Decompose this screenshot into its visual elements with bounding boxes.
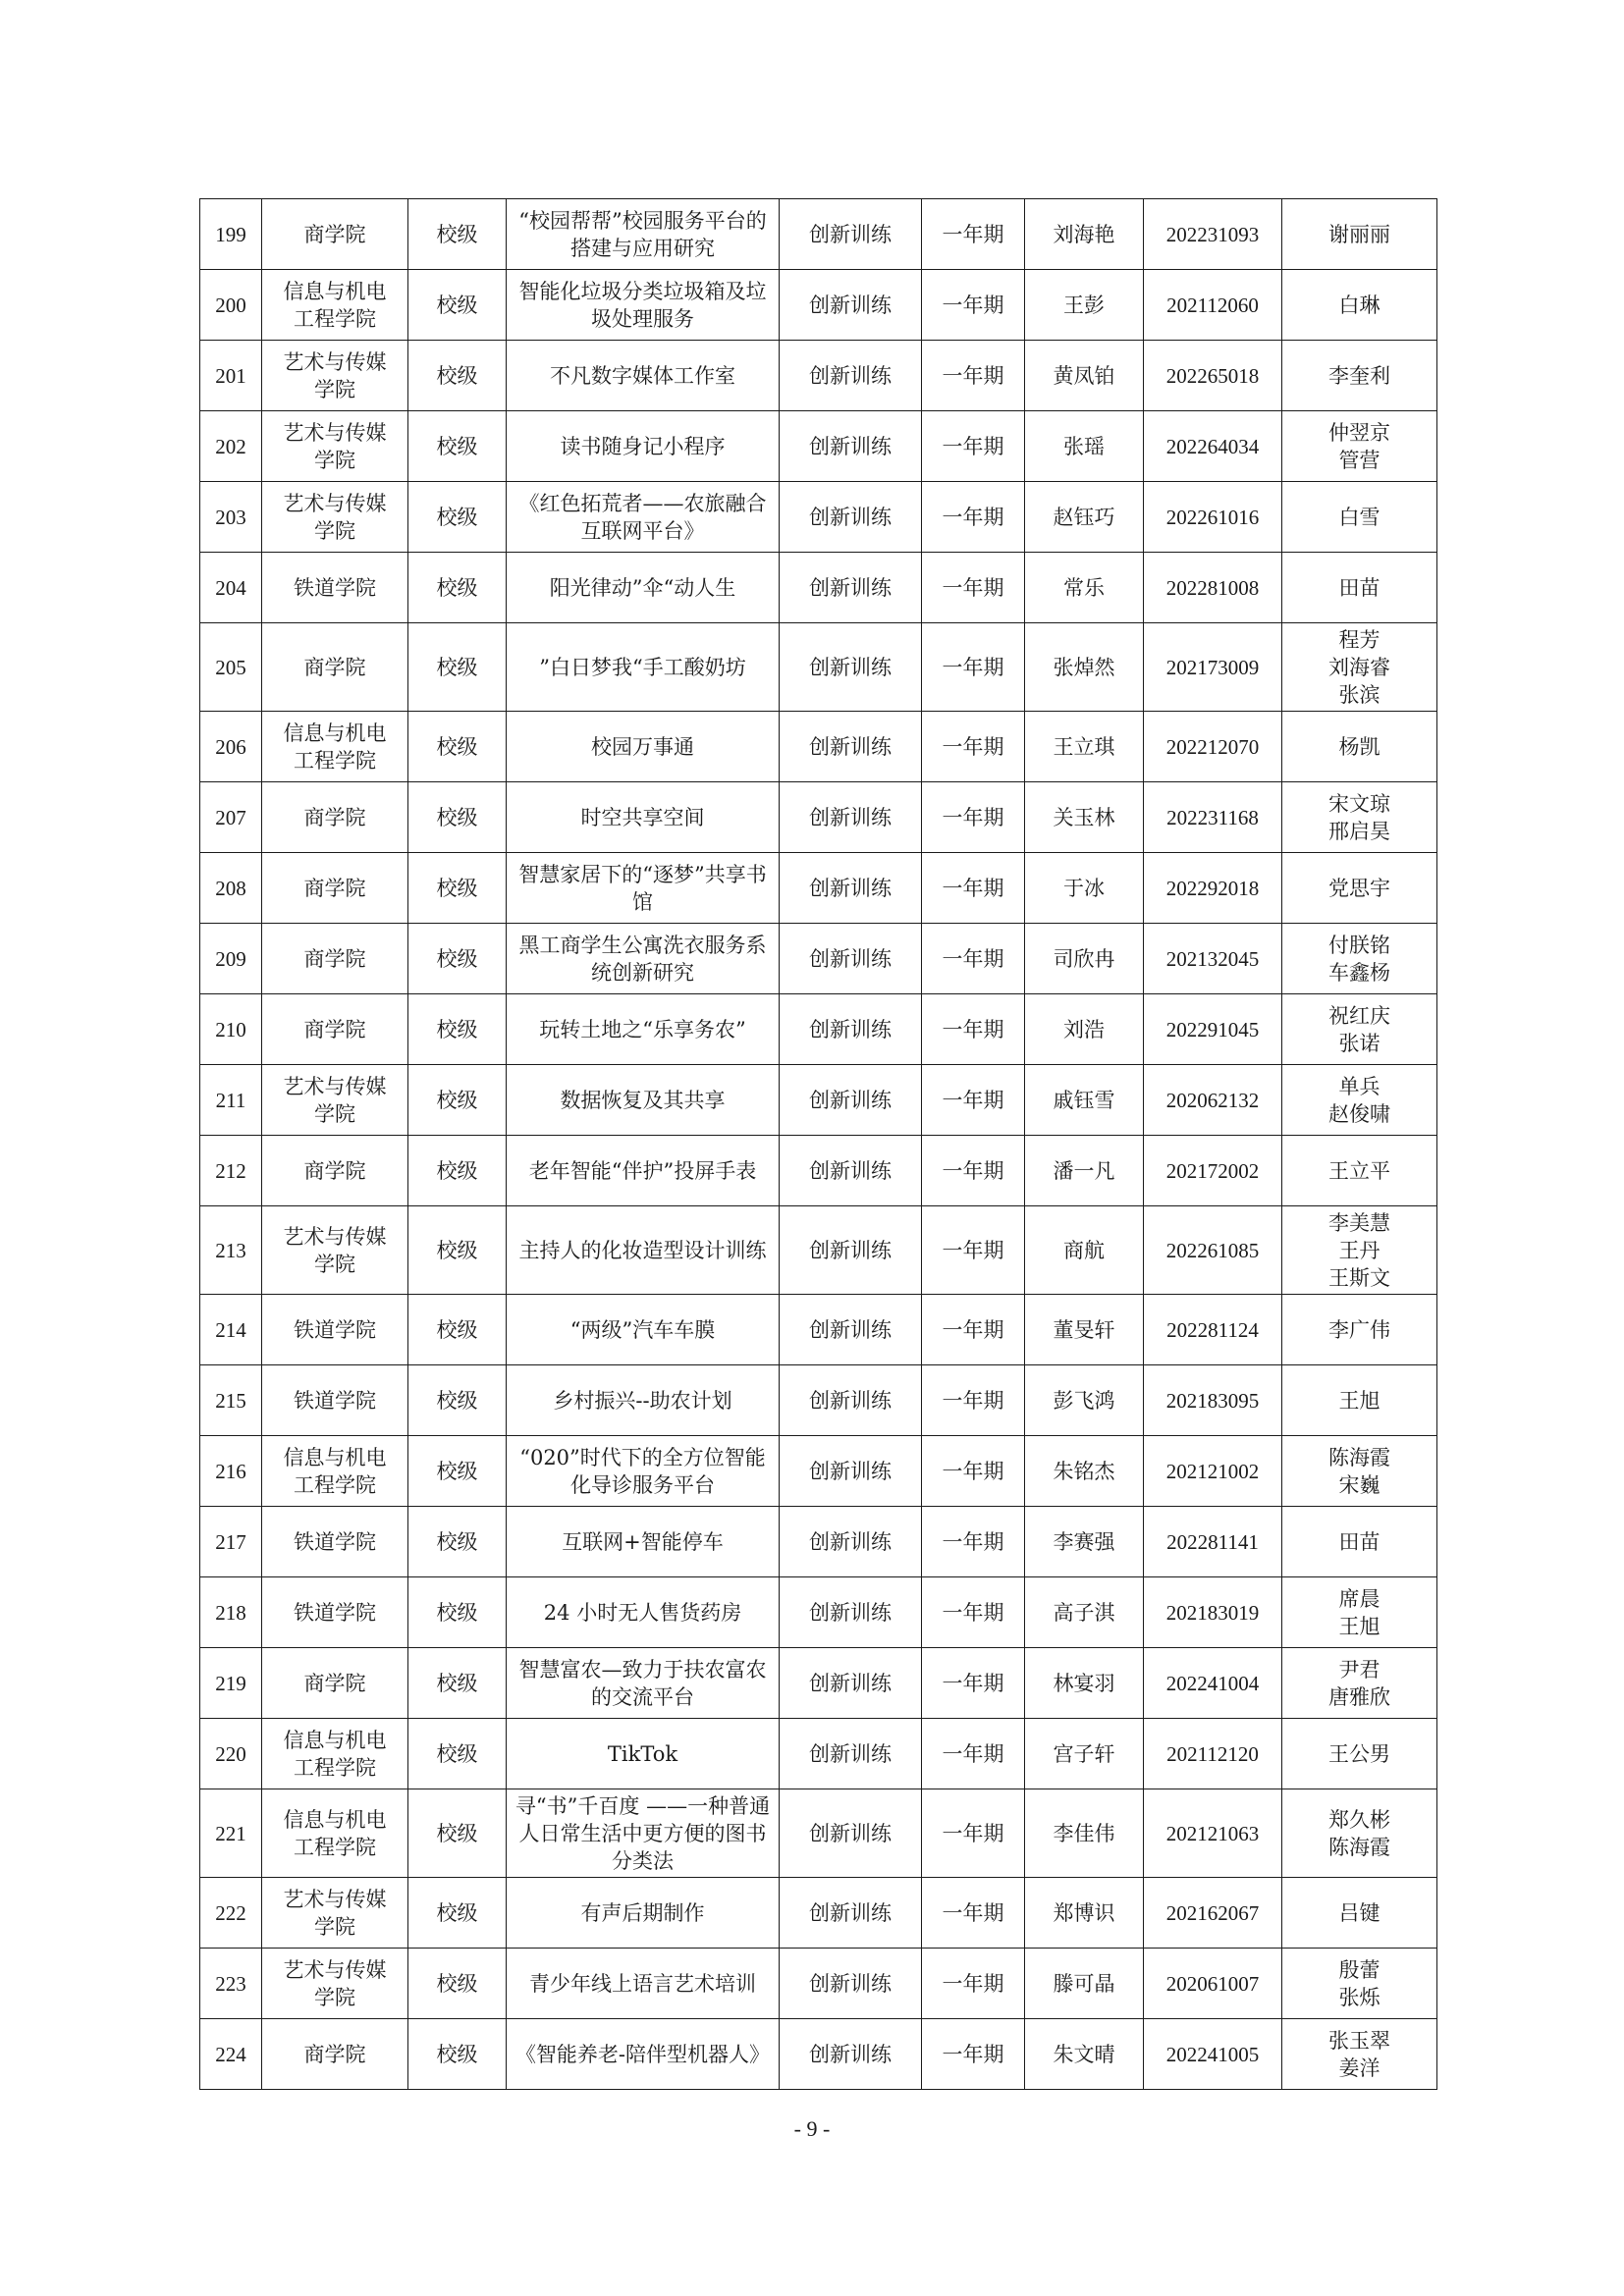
project-type-cell: 创新训练 xyxy=(780,1577,922,1648)
advisor-cell: 吕键 xyxy=(1282,1878,1437,1949)
period-cell: 一年期 xyxy=(922,411,1025,482)
advisor-cell: 张玉翠 姜洋 xyxy=(1282,2019,1437,2090)
project-name-cell: 《智能养老-陪伴型机器人》 xyxy=(507,2019,780,2090)
level-cell: 校级 xyxy=(408,1878,507,1949)
row-number: 203 xyxy=(200,482,262,553)
level-cell: 校级 xyxy=(408,1789,507,1878)
level-cell: 校级 xyxy=(408,782,507,853)
college-cell: 铁道学院 xyxy=(262,1577,408,1648)
period-cell: 一年期 xyxy=(922,1577,1025,1648)
level-cell: 校级 xyxy=(408,411,507,482)
advisor-cell: 田苗 xyxy=(1282,553,1437,623)
table-row xyxy=(200,1136,1437,1206)
level-cell: 校级 xyxy=(408,1507,507,1577)
period-cell: 一年期 xyxy=(922,1648,1025,1719)
advisor-cell: 党思宇 xyxy=(1282,853,1437,924)
period-cell: 一年期 xyxy=(922,994,1025,1065)
advisor-cell: 单兵 赵俊啸 xyxy=(1282,1065,1437,1136)
student-id-cell: 202121002 xyxy=(1144,1436,1282,1507)
project-name-cell: 玩转土地之“乐享务农” xyxy=(507,994,780,1065)
project-type-cell: 创新训练 xyxy=(780,712,922,782)
advisor-cell: 杨凯 xyxy=(1282,712,1437,782)
project-name-cell: 乡村振兴--助农计划 xyxy=(507,1365,780,1436)
project-name-cell: 互联网+智能停车 xyxy=(507,1507,780,1577)
advisor-cell: 祝红庆 张诺 xyxy=(1282,994,1437,1065)
level-cell: 校级 xyxy=(408,1577,507,1648)
row-number: 205 xyxy=(200,623,262,712)
level-cell: 校级 xyxy=(408,482,507,553)
college-cell: 艺术与传媒 学院 xyxy=(262,1206,408,1295)
student-id-cell: 202291045 xyxy=(1144,994,1282,1065)
advisor-cell: 席晨 王旭 xyxy=(1282,1577,1437,1648)
college-cell: 艺术与传媒 学院 xyxy=(262,1949,408,2019)
leader-cell: 商航 xyxy=(1025,1206,1144,1295)
table-row xyxy=(200,1949,1437,2019)
table-row xyxy=(200,1719,1437,1789)
project-name-cell: ”白日梦我“手工酸奶坊 xyxy=(507,623,780,712)
leader-cell: 高子淇 xyxy=(1025,1577,1144,1648)
row-number: 224 xyxy=(200,2019,262,2090)
level-cell: 校级 xyxy=(408,1719,507,1789)
project-type-cell: 创新训练 xyxy=(780,1949,922,2019)
period-cell: 一年期 xyxy=(922,1295,1025,1365)
leader-cell: 李佳伟 xyxy=(1025,1789,1144,1878)
project-name-cell: 老年智能“伴护”投屏手表 xyxy=(507,1136,780,1206)
student-id-cell: 202183095 xyxy=(1144,1365,1282,1436)
row-number: 202 xyxy=(200,411,262,482)
period-cell: 一年期 xyxy=(922,270,1025,341)
table-row xyxy=(200,199,1437,270)
college-cell: 信息与机电 工程学院 xyxy=(262,1719,408,1789)
project-type-cell: 创新训练 xyxy=(780,1648,922,1719)
leader-cell: 常乐 xyxy=(1025,553,1144,623)
college-cell: 商学院 xyxy=(262,199,408,270)
row-number: 216 xyxy=(200,1436,262,1507)
level-cell: 校级 xyxy=(408,1365,507,1436)
level-cell: 校级 xyxy=(408,623,507,712)
level-cell: 校级 xyxy=(408,712,507,782)
period-cell: 一年期 xyxy=(922,1065,1025,1136)
student-id-cell: 202292018 xyxy=(1144,853,1282,924)
period-cell: 一年期 xyxy=(922,1436,1025,1507)
project-name-cell: 数据恢复及其共享 xyxy=(507,1065,780,1136)
level-cell: 校级 xyxy=(408,1206,507,1295)
table-row xyxy=(200,1206,1437,1295)
period-cell: 一年期 xyxy=(922,623,1025,712)
advisor-cell: 尹君 唐雅欣 xyxy=(1282,1648,1437,1719)
project-name-cell: 青少年线上语言艺术培训 xyxy=(507,1949,780,2019)
student-id-cell: 202281124 xyxy=(1144,1295,1282,1365)
table-row xyxy=(200,623,1437,712)
project-type-cell: 创新训练 xyxy=(780,482,922,553)
leader-cell: 林宴羽 xyxy=(1025,1648,1144,1719)
college-cell: 商学院 xyxy=(262,623,408,712)
leader-cell: 戚钰雪 xyxy=(1025,1065,1144,1136)
college-cell: 艺术与传媒 学院 xyxy=(262,482,408,553)
student-id-cell: 202281008 xyxy=(1144,553,1282,623)
row-number: 206 xyxy=(200,712,262,782)
project-type-cell: 创新训练 xyxy=(780,2019,922,2090)
leader-cell: 彭飞鸿 xyxy=(1025,1365,1144,1436)
student-id-cell: 202261016 xyxy=(1144,482,1282,553)
college-cell: 艺术与传媒 学院 xyxy=(262,1065,408,1136)
project-type-cell: 创新训练 xyxy=(780,1365,922,1436)
level-cell: 校级 xyxy=(408,1436,507,1507)
project-type-cell: 创新训练 xyxy=(780,924,922,994)
level-cell: 校级 xyxy=(408,199,507,270)
leader-cell: 朱文晴 xyxy=(1025,2019,1144,2090)
college-cell: 艺术与传媒 学院 xyxy=(262,411,408,482)
level-cell: 校级 xyxy=(408,853,507,924)
period-cell: 一年期 xyxy=(922,782,1025,853)
leader-cell: 王彭 xyxy=(1025,270,1144,341)
level-cell: 校级 xyxy=(408,1648,507,1719)
period-cell: 一年期 xyxy=(922,1365,1025,1436)
college-cell: 商学院 xyxy=(262,853,408,924)
leader-cell: 司欣冉 xyxy=(1025,924,1144,994)
project-type-cell: 创新训练 xyxy=(780,853,922,924)
level-cell: 校级 xyxy=(408,553,507,623)
row-number: 220 xyxy=(200,1719,262,1789)
student-id-cell: 202162067 xyxy=(1144,1878,1282,1949)
advisor-cell: 白雪 xyxy=(1282,482,1437,553)
project-name-cell: 黑工商学生公寓洗衣服务系统创新研究 xyxy=(507,924,780,994)
row-number: 214 xyxy=(200,1295,262,1365)
leader-cell: 李赛强 xyxy=(1025,1507,1144,1577)
row-number: 221 xyxy=(200,1789,262,1878)
leader-cell: 刘浩 xyxy=(1025,994,1144,1065)
student-id-cell: 202261085 xyxy=(1144,1206,1282,1295)
advisor-cell: 谢丽丽 xyxy=(1282,199,1437,270)
project-name-cell: “020”时代下的全方位智能化导诊服务平台 xyxy=(507,1436,780,1507)
leader-cell: 张瑶 xyxy=(1025,411,1144,482)
advisor-cell: 王旭 xyxy=(1282,1365,1437,1436)
row-number: 199 xyxy=(200,199,262,270)
project-name-cell: 读书随身记小程序 xyxy=(507,411,780,482)
project-type-cell: 创新训练 xyxy=(780,1436,922,1507)
advisor-cell: 付朕铭 车鑫杨 xyxy=(1282,924,1437,994)
student-id-cell: 202183019 xyxy=(1144,1577,1282,1648)
table-row xyxy=(200,924,1437,994)
college-cell: 商学院 xyxy=(262,2019,408,2090)
leader-cell: 王立琪 xyxy=(1025,712,1144,782)
college-cell: 商学院 xyxy=(262,1648,408,1719)
project-type-cell: 创新训练 xyxy=(780,199,922,270)
project-type-cell: 创新训练 xyxy=(780,411,922,482)
period-cell: 一年期 xyxy=(922,853,1025,924)
project-name-cell: 智慧家居下的“逐梦”共享书馆 xyxy=(507,853,780,924)
project-name-cell: TikTok xyxy=(507,1719,780,1789)
leader-cell: 于冰 xyxy=(1025,853,1144,924)
leader-cell: 宫子轩 xyxy=(1025,1719,1144,1789)
project-name-cell: 24 小时无人售货药房 xyxy=(507,1577,780,1648)
table-row xyxy=(200,553,1437,623)
leader-cell: 董旻轩 xyxy=(1025,1295,1144,1365)
project-type-cell: 创新训练 xyxy=(780,1878,922,1949)
table-row xyxy=(200,2019,1437,2090)
project-type-cell: 创新训练 xyxy=(780,1295,922,1365)
student-id-cell: 202231168 xyxy=(1144,782,1282,853)
period-cell: 一年期 xyxy=(922,2019,1025,2090)
table-row xyxy=(200,1365,1437,1436)
student-id-cell: 202241005 xyxy=(1144,2019,1282,2090)
project-type-cell: 创新训练 xyxy=(780,1789,922,1878)
project-type-cell: 创新训练 xyxy=(780,1136,922,1206)
student-id-cell: 202231093 xyxy=(1144,199,1282,270)
college-cell: 信息与机电 工程学院 xyxy=(262,270,408,341)
row-number: 218 xyxy=(200,1577,262,1648)
college-cell: 信息与机电 工程学院 xyxy=(262,1789,408,1878)
row-number: 222 xyxy=(200,1878,262,1949)
student-id-cell: 202264034 xyxy=(1144,411,1282,482)
college-cell: 铁道学院 xyxy=(262,1507,408,1577)
project-name-cell: 《红色拓荒者——农旅融合互联网平台》 xyxy=(507,482,780,553)
level-cell: 校级 xyxy=(408,994,507,1065)
table-body xyxy=(200,199,1437,2090)
project-name-cell: 智能化垃圾分类垃圾箱及垃圾处理服务 xyxy=(507,270,780,341)
project-name-cell: 阳光律动”伞“动人生 xyxy=(507,553,780,623)
project-table xyxy=(199,198,1437,2090)
level-cell: 校级 xyxy=(408,1065,507,1136)
advisor-cell: 王立平 xyxy=(1282,1136,1437,1206)
row-number: 217 xyxy=(200,1507,262,1577)
leader-cell: 关玉林 xyxy=(1025,782,1144,853)
leader-cell: 黄凤铂 xyxy=(1025,341,1144,411)
advisor-cell: 仲翌京 管营 xyxy=(1282,411,1437,482)
project-name-cell: 不凡数字媒体工作室 xyxy=(507,341,780,411)
period-cell: 一年期 xyxy=(922,341,1025,411)
project-name-cell: 寻“书”千百度 ——一种普通人日常生活中更方便的图书分类法 xyxy=(507,1789,780,1878)
row-number: 219 xyxy=(200,1648,262,1719)
level-cell: 校级 xyxy=(408,924,507,994)
project-type-cell: 创新训练 xyxy=(780,994,922,1065)
level-cell: 校级 xyxy=(408,270,507,341)
student-id-cell: 202241004 xyxy=(1144,1648,1282,1719)
row-number: 210 xyxy=(200,994,262,1065)
table-row xyxy=(200,482,1437,553)
student-id-cell: 202061007 xyxy=(1144,1949,1282,2019)
advisor-cell: 王公男 xyxy=(1282,1719,1437,1789)
project-name-cell: 主持人的化妆造型设计训练 xyxy=(507,1206,780,1295)
table-row xyxy=(200,270,1437,341)
row-number: 215 xyxy=(200,1365,262,1436)
advisor-cell: 李广伟 xyxy=(1282,1295,1437,1365)
row-number: 209 xyxy=(200,924,262,994)
period-cell: 一年期 xyxy=(922,1206,1025,1295)
student-id-cell: 202173009 xyxy=(1144,623,1282,712)
project-type-cell: 创新训练 xyxy=(780,623,922,712)
leader-cell: 张焯然 xyxy=(1025,623,1144,712)
row-number: 213 xyxy=(200,1206,262,1295)
college-cell: 铁道学院 xyxy=(262,553,408,623)
row-number: 200 xyxy=(200,270,262,341)
period-cell: 一年期 xyxy=(922,1949,1025,2019)
advisor-cell: 陈海霞 宋巍 xyxy=(1282,1436,1437,1507)
college-cell: 商学院 xyxy=(262,1136,408,1206)
student-id-cell: 202062132 xyxy=(1144,1065,1282,1136)
leader-cell: 赵钰巧 xyxy=(1025,482,1144,553)
table-row xyxy=(200,341,1437,411)
project-type-cell: 创新训练 xyxy=(780,782,922,853)
college-cell: 铁道学院 xyxy=(262,1295,408,1365)
advisor-cell: 宋文琼 邢启昊 xyxy=(1282,782,1437,853)
period-cell: 一年期 xyxy=(922,1789,1025,1878)
leader-cell: 滕可晶 xyxy=(1025,1949,1144,2019)
row-number: 223 xyxy=(200,1949,262,2019)
project-type-cell: 创新训练 xyxy=(780,1507,922,1577)
college-cell: 艺术与传媒 学院 xyxy=(262,341,408,411)
level-cell: 校级 xyxy=(408,1295,507,1365)
student-id-cell: 202265018 xyxy=(1144,341,1282,411)
level-cell: 校级 xyxy=(408,2019,507,2090)
student-id-cell: 202281141 xyxy=(1144,1507,1282,1577)
period-cell: 一年期 xyxy=(922,482,1025,553)
period-cell: 一年期 xyxy=(922,1507,1025,1577)
project-type-cell: 创新训练 xyxy=(780,270,922,341)
table-row xyxy=(200,853,1437,924)
table-row xyxy=(200,1878,1437,1949)
student-id-cell: 202112120 xyxy=(1144,1719,1282,1789)
project-name-cell: 有声后期制作 xyxy=(507,1878,780,1949)
college-cell: 商学院 xyxy=(262,924,408,994)
table-row xyxy=(200,1648,1437,1719)
page-number: - 9 - xyxy=(793,2116,831,2141)
advisor-cell: 田苗 xyxy=(1282,1507,1437,1577)
leader-cell: 刘海艳 xyxy=(1025,199,1144,270)
project-type-cell: 创新训练 xyxy=(780,1719,922,1789)
row-number: 201 xyxy=(200,341,262,411)
project-name-cell: 智慧富农—致力于扶农富农的交流平台 xyxy=(507,1648,780,1719)
level-cell: 校级 xyxy=(408,1949,507,2019)
student-id-cell: 202172002 xyxy=(1144,1136,1282,1206)
row-number: 212 xyxy=(200,1136,262,1206)
project-name-cell: “校园帮帮”校园服务平台的搭建与应用研究 xyxy=(507,199,780,270)
row-number: 211 xyxy=(200,1065,262,1136)
advisor-cell: 郑久彬 陈海霞 xyxy=(1282,1789,1437,1878)
row-number: 208 xyxy=(200,853,262,924)
row-number: 204 xyxy=(200,553,262,623)
table-row xyxy=(200,411,1437,482)
table-row xyxy=(200,1065,1437,1136)
row-number: 207 xyxy=(200,782,262,853)
table-row xyxy=(200,994,1437,1065)
project-type-cell: 创新训练 xyxy=(780,1206,922,1295)
table-row xyxy=(200,1577,1437,1648)
project-name-cell: 校园万事通 xyxy=(507,712,780,782)
project-type-cell: 创新训练 xyxy=(780,553,922,623)
period-cell: 一年期 xyxy=(922,1136,1025,1206)
college-cell: 铁道学院 xyxy=(262,1365,408,1436)
advisor-cell: 程芳 刘海睿 张滨 xyxy=(1282,623,1437,712)
project-name-cell: 时空共享空间 xyxy=(507,782,780,853)
level-cell: 校级 xyxy=(408,1136,507,1206)
project-name-cell: “两级”汽车车膜 xyxy=(507,1295,780,1365)
college-cell: 商学院 xyxy=(262,782,408,853)
student-id-cell: 202112060 xyxy=(1144,270,1282,341)
table-row xyxy=(200,1295,1437,1365)
student-id-cell: 202132045 xyxy=(1144,924,1282,994)
college-cell: 艺术与传媒 学院 xyxy=(262,1878,408,1949)
student-id-cell: 202121063 xyxy=(1144,1789,1282,1878)
advisor-cell: 李奎利 xyxy=(1282,341,1437,411)
student-id-cell: 202212070 xyxy=(1144,712,1282,782)
period-cell: 一年期 xyxy=(922,199,1025,270)
project-type-cell: 创新训练 xyxy=(780,1065,922,1136)
college-cell: 商学院 xyxy=(262,994,408,1065)
period-cell: 一年期 xyxy=(922,924,1025,994)
table-row xyxy=(200,1436,1437,1507)
table-row xyxy=(200,782,1437,853)
advisor-cell: 白琳 xyxy=(1282,270,1437,341)
table-row xyxy=(200,712,1437,782)
leader-cell: 朱铭杰 xyxy=(1025,1436,1144,1507)
period-cell: 一年期 xyxy=(922,1878,1025,1949)
table-row xyxy=(200,1507,1437,1577)
period-cell: 一年期 xyxy=(922,553,1025,623)
advisor-cell: 李美慧 王丹 王斯文 xyxy=(1282,1206,1437,1295)
period-cell: 一年期 xyxy=(922,712,1025,782)
advisor-cell: 殷蕾 张烁 xyxy=(1282,1949,1437,2019)
leader-cell: 郑博识 xyxy=(1025,1878,1144,1949)
college-cell: 信息与机电 工程学院 xyxy=(262,712,408,782)
college-cell: 信息与机电 工程学院 xyxy=(262,1436,408,1507)
level-cell: 校级 xyxy=(408,341,507,411)
table-row xyxy=(200,1789,1437,1878)
period-cell: 一年期 xyxy=(922,1719,1025,1789)
project-type-cell: 创新训练 xyxy=(780,341,922,411)
leader-cell: 潘一凡 xyxy=(1025,1136,1144,1206)
